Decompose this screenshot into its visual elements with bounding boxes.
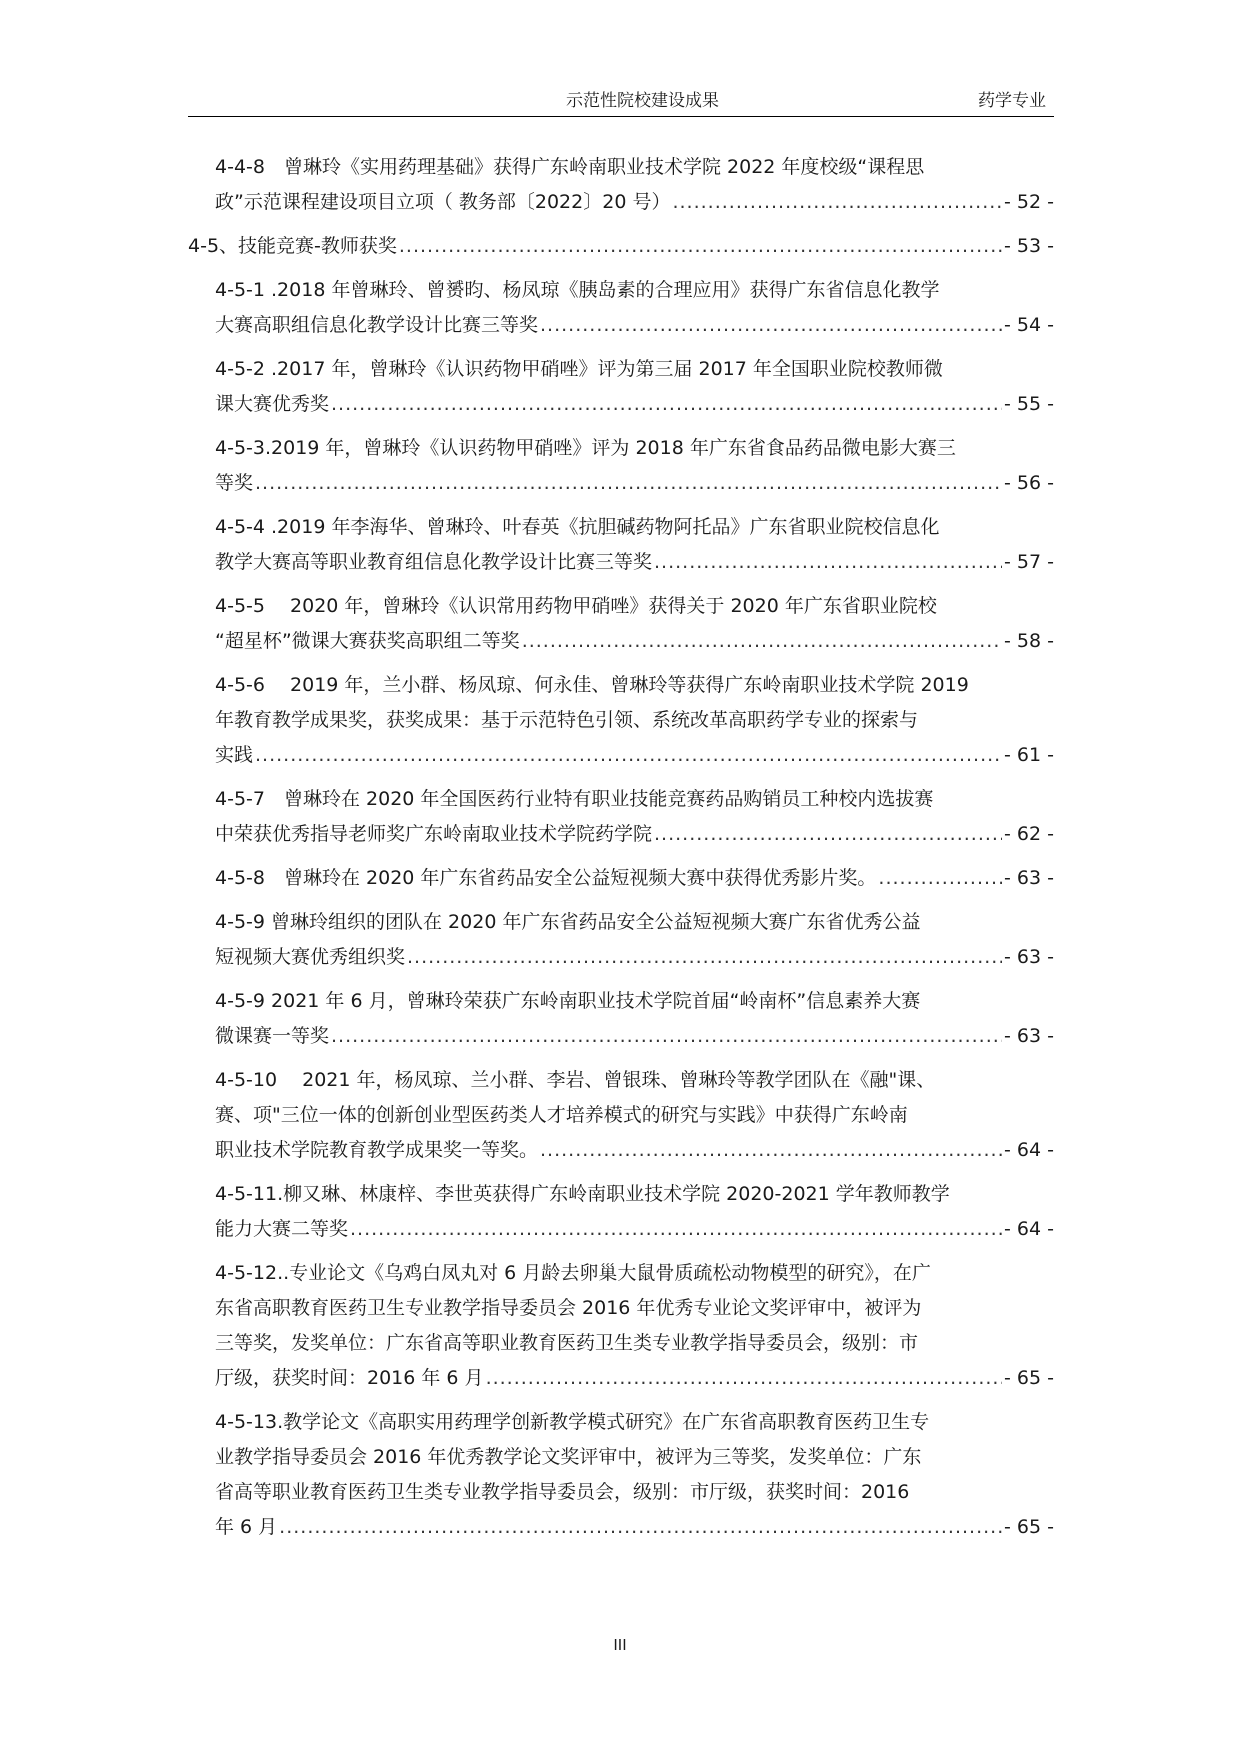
dot-leader bbox=[399, 229, 1002, 264]
toc-page-number: - 55 - bbox=[1004, 393, 1054, 415]
toc-entry-line: 三等奖，发奖单位：广东省高等职业教育医药卫生类专业教学指导委员会，级别：市 bbox=[215, 1332, 919, 1354]
toc-entry-text: 大赛高职组信息化教学设计比赛三等奖 bbox=[215, 314, 539, 336]
toc-entry-line: 4-5-11.柳又琳、林康梓、李世英获得广东岭南职业技术学院 2020-2021 学年教师教学 bbox=[215, 1183, 950, 1205]
toc-entry-last-line bbox=[215, 1212, 1054, 1247]
dot-leader bbox=[654, 545, 1002, 580]
toc-page-number: - 57 - bbox=[1004, 551, 1054, 573]
toc-entry-text: 微课赛一等奖 bbox=[215, 1025, 330, 1047]
dot-leader bbox=[654, 817, 1002, 852]
toc-entry[interactable] bbox=[188, 984, 1054, 1054]
toc-entry-last-line bbox=[215, 545, 1054, 580]
toc-entry-last-line bbox=[215, 185, 1054, 220]
toc-entry-text: 政”示范课程建设项目立项（ 教务部〔2022〕20 号） bbox=[215, 191, 671, 213]
dot-leader bbox=[878, 861, 1002, 896]
toc-page-number: - 64 - bbox=[1004, 1218, 1054, 1240]
toc-page-number: - 64 - bbox=[1004, 1139, 1054, 1161]
toc-entry[interactable] bbox=[188, 1063, 1054, 1168]
toc-entry-line: 4-5-10 2021 年，杨凤琼、兰小群、李岩、曾银珠、曾琳玲等教学团队在《融"课、 bbox=[215, 1069, 936, 1091]
toc-entry[interactable] bbox=[188, 1177, 1054, 1247]
toc-page-number: - 61 - bbox=[1004, 744, 1054, 766]
toc-entry-last-line bbox=[215, 387, 1054, 422]
toc-entry[interactable] bbox=[188, 668, 1054, 773]
toc-entry-last-line bbox=[215, 817, 1054, 852]
dot-leader bbox=[331, 387, 1002, 422]
dot-leader bbox=[540, 1133, 1002, 1168]
toc-entry-last-line bbox=[215, 1133, 1054, 1168]
toc-page-number: - 53 - bbox=[1004, 235, 1054, 257]
dot-leader bbox=[331, 1019, 1002, 1054]
toc-page-number: - 62 - bbox=[1004, 823, 1054, 845]
toc-entry-line: 4-5-7 曾琳玲在 2020 年全国医药行业特有职业技能竞赛药品购销员工种校内选拔赛 bbox=[215, 788, 934, 810]
toc-entry-last-line bbox=[215, 738, 1054, 773]
dot-leader bbox=[540, 308, 1002, 343]
header-major: 药学专业 bbox=[978, 91, 1046, 111]
toc-entry-last-line bbox=[188, 229, 1054, 264]
toc-entry-line: 4-5-2 .2017 年，曾琳玲《认识药物甲硝唑》评为第三届 2017 年全国职业院校教师微 bbox=[215, 358, 943, 380]
toc-entry-last-line bbox=[215, 466, 1054, 501]
toc-entry-last-line bbox=[215, 624, 1054, 659]
toc-entry-line: 4-5-6 2019 年，兰小群、杨凤琼、何永佳、曾琳玲等获得广东岭南职业技术学院 2019 bbox=[215, 674, 969, 696]
dot-leader bbox=[486, 1361, 1002, 1396]
toc-entry-last-line bbox=[215, 1019, 1054, 1054]
header-title: 示范性院校建设成果 bbox=[566, 91, 719, 111]
toc-entry-last-line bbox=[215, 940, 1054, 975]
page-number: III bbox=[613, 1636, 627, 1654]
toc-entry-text: 实践 bbox=[215, 744, 254, 766]
toc-entry[interactable] bbox=[188, 782, 1054, 852]
toc-entry-line: 4-5-9 曾琳玲组织的团队在 2020 年广东省药品安全公益短视频大赛广东省优秀公益 bbox=[215, 911, 921, 933]
toc-entry-line: 东省高职教育医药卫生专业教学指导委员会 2016 年优秀专业论文奖评审中，被评为 bbox=[215, 1297, 922, 1319]
toc-entry-text: 厅级，获奖时间：2016 年 6 月 bbox=[215, 1367, 484, 1389]
toc-entry-text: “超星杯”微课大赛获奖高职组二等奖 bbox=[215, 630, 520, 652]
toc-entry-line: 4-5-5 2020 年，曾琳玲《认识常用药物甲硝唑》获得关于 2020 年广东省职业院校 bbox=[215, 595, 937, 617]
toc-entry[interactable] bbox=[188, 861, 1054, 896]
toc-page-number: - 63 - bbox=[1004, 1025, 1054, 1047]
toc-entry-text: 等奖 bbox=[215, 472, 254, 494]
dot-leader bbox=[407, 940, 1002, 975]
toc-page-number: - 52 - bbox=[1004, 191, 1054, 213]
toc-entry-line: 年教育教学成果奖，获奖成果：基于示范特色引领、系统改革高职药学专业的探索与 bbox=[215, 709, 919, 731]
toc-entry-text: 中荣获优秀指导老师奖广东岭南取业技术学院药学院 bbox=[215, 823, 653, 845]
toc-entry-line: 赛、项"三位一体的创新创业型医药类人才培养模式的研究与实践》中获得广东岭南 bbox=[215, 1104, 908, 1126]
dot-leader bbox=[522, 624, 1002, 659]
toc-page-number: - 65 - bbox=[1004, 1516, 1054, 1538]
dot-leader bbox=[279, 1510, 1002, 1545]
toc-entry[interactable] bbox=[188, 431, 1054, 501]
toc-entry-text: 4-5、技能竞赛-教师获奖 bbox=[188, 235, 397, 257]
toc-entry-last-line bbox=[215, 1510, 1054, 1545]
toc-entry-line: 4-5-3.2019 年，曾琳玲《认识药物甲硝唑》评为 2018 年广东省食品药品微电影大赛三 bbox=[215, 437, 956, 459]
toc-entry-last-line bbox=[215, 861, 1054, 896]
toc-entry-line: 4-5-4 .2019 年李海华、曾琳玲、叶春英《抗胆碱药物阿托品》广东省职业院校信息化 bbox=[215, 516, 940, 538]
toc-entry-line: 4-5-1 .2018 年曾琳玲、曾赟昀、杨凤琼《胰岛素的合理应用》获得广东省信息化教学 bbox=[215, 279, 940, 301]
toc-entry[interactable] bbox=[188, 273, 1054, 343]
toc-page-number: - 65 - bbox=[1004, 1367, 1054, 1389]
page-header bbox=[188, 86, 1054, 117]
toc-entry-line: 4-5-12..专业论文《乌鸡白凤丸对 6 月龄去卵巢大鼠骨质疏松动物模型的研究》，在广 bbox=[215, 1262, 931, 1284]
toc-entry-line: 4-5-9 2021 年 6 月，曾琳玲荣获广东岭南职业技术学院首届“岭南杯”信息素养大赛 bbox=[215, 990, 921, 1012]
toc-entry-line: 4-5-13.教学论文《高职实用药理学创新教学模式研究》在广东省高职教育医药卫生专 bbox=[215, 1411, 930, 1433]
toc-entry[interactable] bbox=[188, 589, 1054, 659]
toc-entry[interactable] bbox=[188, 1256, 1054, 1396]
toc-entry-line: 4-4-8 曾琳玲《实用药理基础》获得广东岭南职业技术学院 2022 年度校级“课程思 bbox=[215, 156, 925, 178]
toc-entry[interactable] bbox=[188, 510, 1054, 580]
toc-entry-text: 课大赛优秀奖 bbox=[215, 393, 330, 415]
toc-entry-text: 能力大赛二等奖 bbox=[215, 1218, 349, 1240]
toc-page-number: - 56 - bbox=[1004, 472, 1054, 494]
dot-leader bbox=[255, 738, 1002, 773]
toc-entry-text: 短视频大赛优秀组织奖 bbox=[215, 946, 406, 968]
toc-entry[interactable] bbox=[188, 150, 1054, 220]
toc-entry[interactable] bbox=[188, 229, 1054, 264]
toc-entry-last-line bbox=[215, 308, 1054, 343]
toc-entry-text: 年 6 月 bbox=[215, 1516, 278, 1538]
toc-entry[interactable] bbox=[188, 1405, 1054, 1545]
toc-page-number: - 58 - bbox=[1004, 630, 1054, 652]
dot-leader bbox=[255, 466, 1002, 501]
dot-leader bbox=[672, 185, 1002, 220]
toc-entry[interactable] bbox=[188, 905, 1054, 975]
toc-entry[interactable] bbox=[188, 352, 1054, 422]
dot-leader bbox=[350, 1212, 1002, 1247]
toc-page-number: - 63 - bbox=[1004, 946, 1054, 968]
table-of-contents bbox=[188, 150, 1054, 1554]
toc-entry-line: 业教学指导委员会 2016 年优秀教学论文奖评审中，被评为三等奖，发奖单位：广东 bbox=[215, 1446, 922, 1468]
toc-entry-last-line bbox=[215, 1361, 1054, 1396]
toc-entry-text: 教学大赛高等职业教育组信息化教学设计比赛三等奖 bbox=[215, 551, 653, 573]
toc-entry-text: 职业技术学院教育教学成果奖一等奖。 bbox=[215, 1139, 539, 1161]
toc-page-number: - 54 - bbox=[1004, 314, 1054, 336]
toc-entry-line: 省高等职业教育医药卫生类专业教学指导委员会，级别：市厅级，获奖时间：2016 bbox=[215, 1481, 910, 1503]
toc-page-number: - 63 - bbox=[1004, 867, 1054, 889]
toc-entry-text: 4-5-8 曾琳玲在 2020 年广东省药品安全公益短视频大赛中获得优秀影片奖。 bbox=[215, 867, 877, 889]
